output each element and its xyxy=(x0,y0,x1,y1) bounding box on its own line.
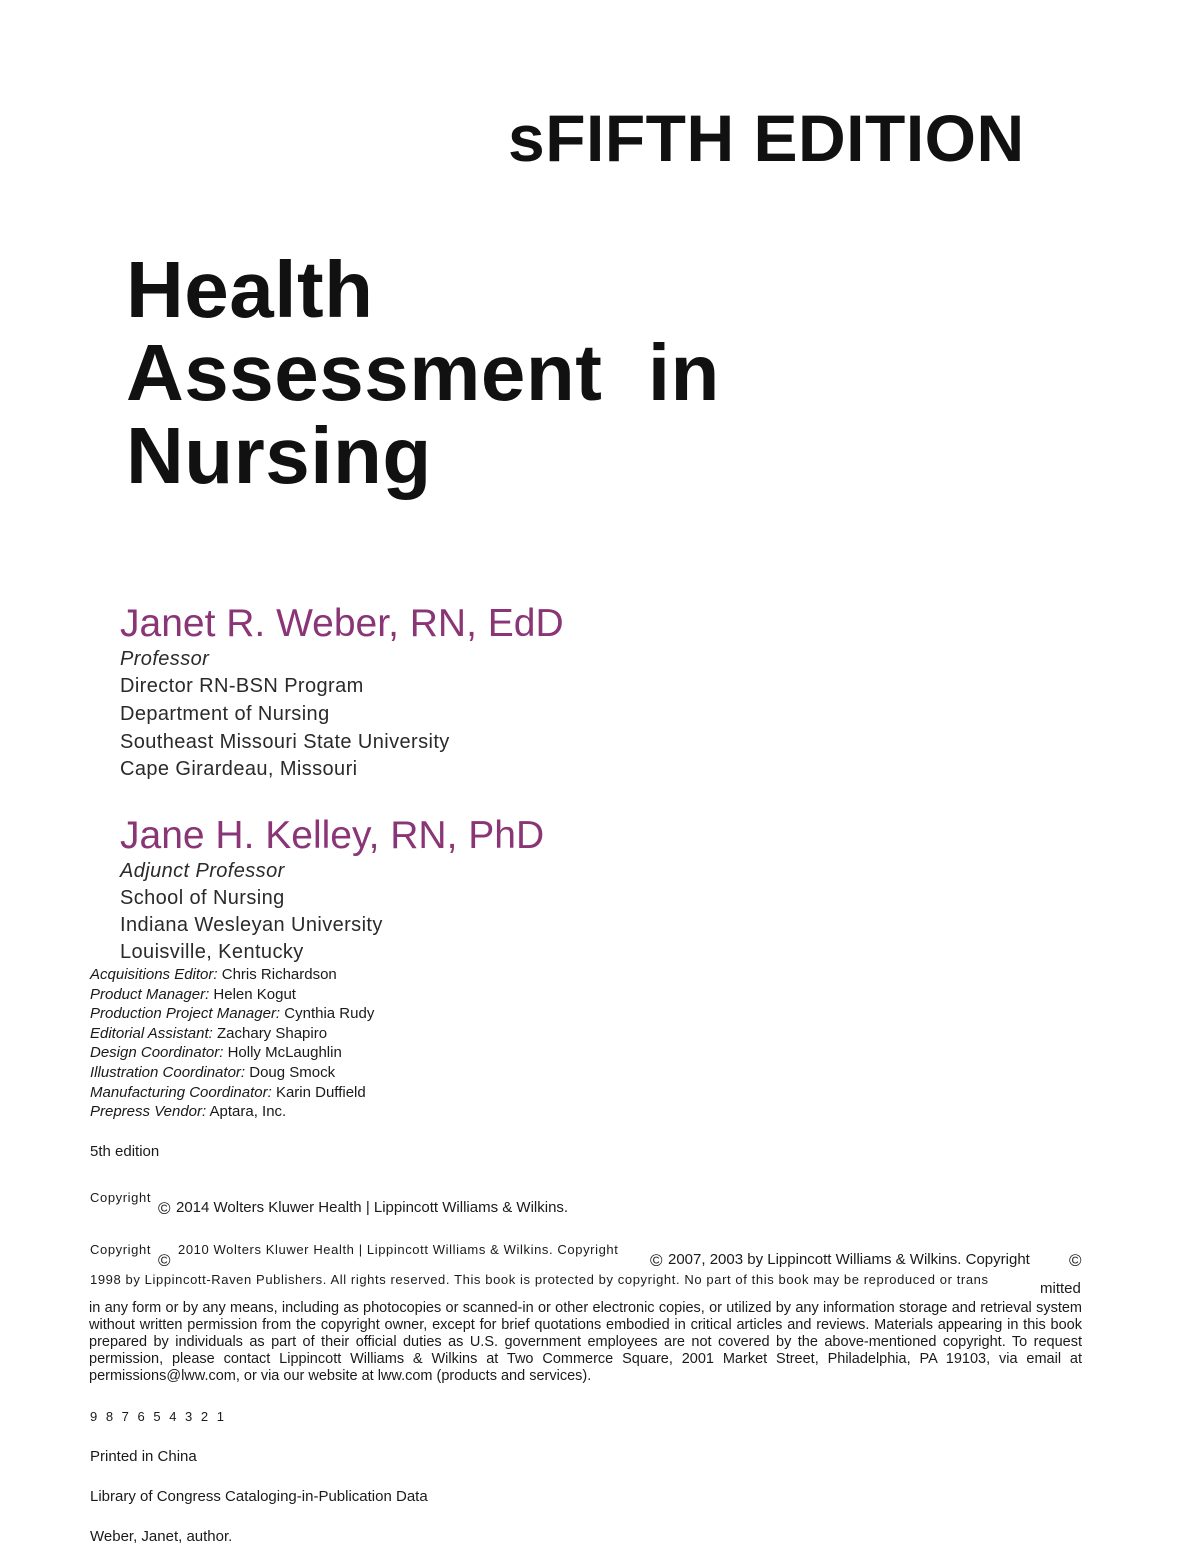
author-affiliation: Indiana Wesleyan University xyxy=(120,914,383,936)
author-affiliation: Director RN-BSN Program xyxy=(120,675,364,697)
author-affiliation: School of Nursing xyxy=(120,887,285,909)
print-line: 9 8 7 6 5 4 3 2 1 xyxy=(90,1409,227,1424)
title-line: Health xyxy=(126,245,374,334)
author-title: Professor xyxy=(120,648,210,670)
printed-in: Printed in China xyxy=(90,1448,197,1465)
credit-line xyxy=(90,1103,286,1120)
author-affiliation: Southeast Missouri State University xyxy=(120,731,450,753)
credit-line xyxy=(90,1084,366,1101)
author-affiliation: Louisville, Kentucky xyxy=(120,941,304,963)
edition-note: 5th edition xyxy=(90,1143,160,1160)
credit-line xyxy=(90,1005,374,1022)
copyright-symbol: © xyxy=(1069,1251,1082,1270)
copyright-label: Copyright xyxy=(90,1190,152,1205)
edition-heading: sFIFTH EDITION xyxy=(508,101,1025,175)
credit-role: Editorial Assistant: xyxy=(90,1025,213,1042)
title-line: Nursing xyxy=(126,411,432,500)
copyright-label: Copyright xyxy=(90,1242,152,1257)
copyright-text: 2014 Wolters Kluwer Health | Lippincott Williams & Wilkins. xyxy=(176,1199,569,1216)
copyright-symbol: © xyxy=(158,1251,171,1270)
credit-line xyxy=(90,1025,327,1042)
credit-role: Acquisitions Editor: xyxy=(90,966,218,983)
copyright-paragraph: in any form or by any means, including as photocopies or scanned-in or other electronic copies, or utilized by any information storage and retrieval system without written permission from the copyright owner, except for brief quotations embodied in critical articles and reviews. Materials appearing in this book prepared by individuals as part of their official duties as U.S. government employees are not covered by the above-mentioned copyright. To request permission, please contact Lippincott Williams & Wilkins at Two Commerce Square, 2001 Market Street, Philadelphia, PA 19103, via email at permissions@lww.com, or via our website at lww.com (products and services). xyxy=(89,1300,1082,1384)
credit-person: Cynthia Rudy xyxy=(284,1005,375,1022)
book-title xyxy=(126,245,720,500)
title-line: Assessment in xyxy=(126,328,720,417)
credit-person: Karin Duffield xyxy=(275,1084,366,1101)
author-name: Jane H. Kelley, RN, PhD xyxy=(120,814,545,857)
copyright-symbol: © xyxy=(650,1251,663,1270)
copyright-text: 2007, 2003 by Lippincott Williams & Wilkins. Copyright xyxy=(668,1251,1030,1268)
credit-person: Doug Smock xyxy=(249,1064,336,1081)
credit-person: Zachary Shapiro xyxy=(217,1025,328,1042)
author-title: Adjunct Professor xyxy=(120,860,285,882)
credit-line xyxy=(90,1044,342,1061)
credit-role: Illustration Coordinator: xyxy=(90,1064,246,1081)
cip-author: Weber, Janet, author. xyxy=(90,1528,233,1545)
cip-heading: Library of Congress Cataloging-in-Publication Data xyxy=(90,1488,428,1505)
credit-person: Aptara, Inc. xyxy=(209,1103,287,1120)
author-affiliation: Cape Girardeau, Missouri xyxy=(120,758,358,780)
credit-line xyxy=(90,966,337,983)
credit-role: Design Coordinator: xyxy=(90,1044,224,1061)
credit-role: Prepress Vendor: xyxy=(90,1103,207,1120)
copyright-symbol: © xyxy=(158,1199,171,1218)
credit-role: Production Project Manager: xyxy=(90,1005,281,1022)
credit-person: Chris Richardson xyxy=(221,966,337,983)
copyright-text: mitted xyxy=(1040,1280,1081,1297)
credit-role: Manufacturing Coordinator: xyxy=(90,1084,272,1101)
author-name: Janet R. Weber, RN, EdD xyxy=(120,602,564,645)
credit-line xyxy=(90,986,296,1003)
credit-role: Product Manager: xyxy=(90,986,210,1003)
credit-person: Holly McLaughlin xyxy=(227,1044,342,1061)
copyright-text: 2010 Wolters Kluwer Health | Lippincott Williams & Wilkins. Copyright xyxy=(178,1242,619,1257)
credit-person: Helen Kogut xyxy=(213,986,296,1003)
copyright-text: 1998 by Lippincott-Raven Publishers. All rights reserved. This book is protected by copyright. No part of this book may be reproduced or trans xyxy=(90,1272,989,1287)
author-affiliation: Department of Nursing xyxy=(120,703,330,725)
credit-line xyxy=(90,1064,335,1081)
